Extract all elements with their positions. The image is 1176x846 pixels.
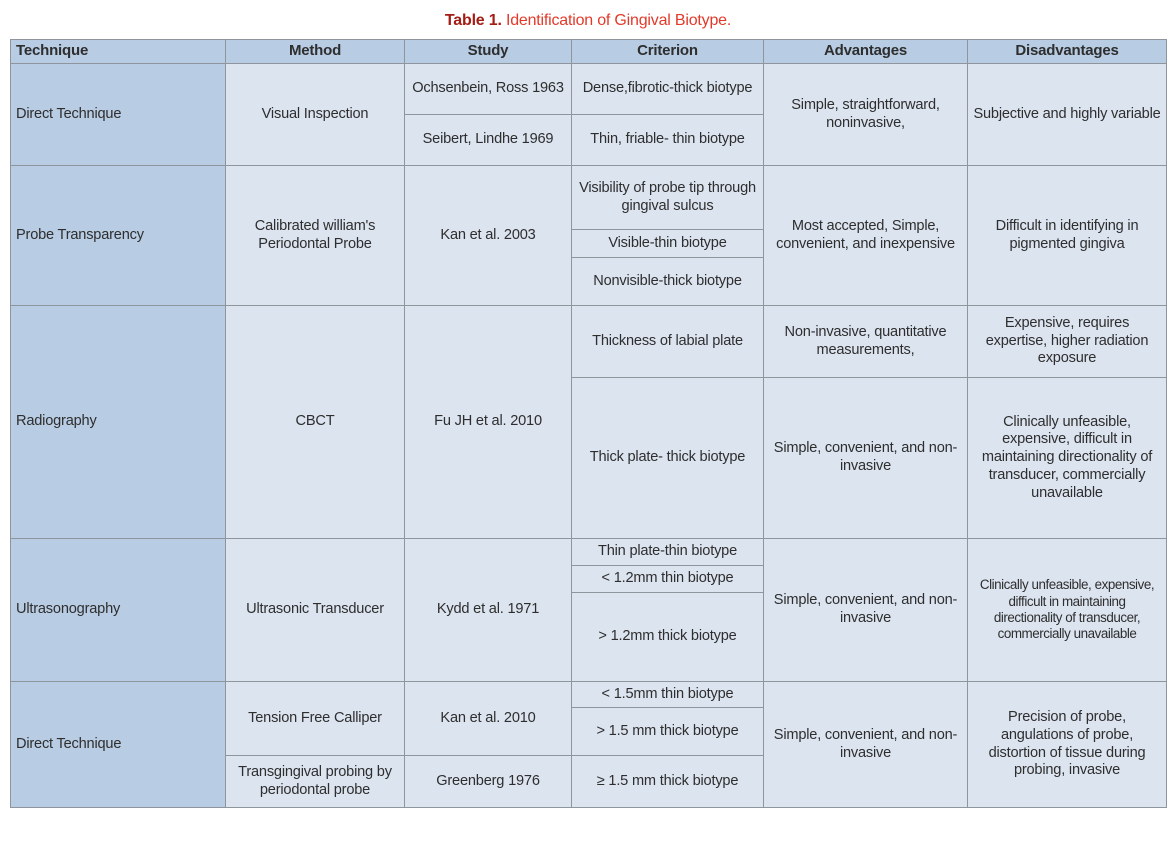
table-row — [11, 64, 1167, 115]
table-row — [11, 682, 1167, 708]
cell-study-kan-2010: Kan et al. 2010 — [405, 682, 572, 756]
cell-method-tension-free-calliper: Tension Free Calliper — [226, 682, 405, 756]
cell-study-ochsenbein: Ochsenbein, Ross 1963 — [405, 64, 572, 115]
cell-study-kydd: Kydd et al. 1971 — [405, 539, 572, 682]
table-caption — [0, 12, 1176, 30]
cell-disadvantages-precision-probe: Precision of probe, angulations of probe, distortion of tissue during probing, invasive — [968, 682, 1167, 808]
cell-criterion-visibility-probe-tip: Visibility of probe tip through gingival sulcus — [572, 166, 764, 230]
gingival-biotype-table — [10, 39, 1167, 808]
table-row — [11, 306, 1167, 378]
column-header-disadvantages: Disadvantages — [968, 40, 1167, 64]
table-caption-text: Identification of Gingival Biotype. — [501, 12, 732, 29]
cell-criterion-dense-fibrotic: Dense,fibrotic-thick biotype — [572, 64, 764, 115]
cell-advantages-simple-convenient-3: Simple, convenient, and non-invasive — [764, 682, 968, 808]
cell-method-transgingival-probing: Transgingival probing by periodontal probe — [226, 756, 405, 808]
cell-method-ultrasonic-transducer: Ultrasonic Transducer — [226, 539, 405, 682]
cell-disadvantages-clinically-unfeasible-2: Clinically unfeasible, expensive, difficult in maintaining directionality of transducer, commercially unavailable — [968, 539, 1167, 682]
cell-disadvantages-pigmented-gingiva: Difficult in identifying in pigmented gingiva — [968, 166, 1167, 306]
cell-study-greenberg: Greenberg 1976 — [405, 756, 572, 808]
column-header-criterion: Criterion — [572, 40, 764, 64]
table-caption-number: Table 1. — [444, 12, 502, 29]
cell-technique-radiography: Radiography — [11, 306, 226, 539]
cell-criterion-thin-friable: Thin, friable- thin biotype — [572, 115, 764, 166]
cell-criterion-thin-plate: Thin plate-thin biotype — [572, 539, 764, 566]
cell-disadvantages-subjective: Subjective and highly variable — [968, 64, 1167, 166]
header-row — [11, 40, 1167, 64]
cell-criterion-thick-plate: Thick plate- thick biotype — [572, 378, 764, 539]
cell-criterion-nonvisible-thick: Nonvisible-thick biotype — [572, 258, 764, 306]
cell-study-seibert: Seibert, Lindhe 1969 — [405, 115, 572, 166]
cell-disadvantages-expensive-expertise: Expensive, requires expertise, higher radiation exposure — [968, 306, 1167, 378]
cell-technique-direct-2: Direct Technique — [11, 682, 226, 808]
cell-method-visual-inspection: Visual Inspection — [226, 64, 405, 166]
cell-method-cbct: CBCT — [226, 306, 405, 539]
cell-advantages-noninvasive-quantitative: Non-invasive, quantitative measurements, — [764, 306, 968, 378]
cell-criterion-lt-1-2mm: < 1.2mm thin biotype — [572, 566, 764, 593]
cell-advantages-simple-straightforward: Simple, straightforward, noninvasive, — [764, 64, 968, 166]
table-row — [11, 166, 1167, 230]
cell-study-fu-jh: Fu JH et al. 2010 — [405, 306, 572, 539]
cell-criterion-visible-thin: Visible-thin biotype — [572, 230, 764, 258]
cell-advantages-simple-convenient-1: Simple, convenient, and non-invasive — [764, 378, 968, 539]
column-header-study: Study — [405, 40, 572, 64]
cell-technique-direct-1: Direct Technique — [11, 64, 226, 166]
cell-criterion-lt-1-5mm: < 1.5mm thin biotype — [572, 682, 764, 708]
cell-disadvantages-clinically-unfeasible-1: Clinically unfeasible, expensive, difficult in maintaining directionality of transducer, commercially unavailable — [968, 378, 1167, 539]
cell-advantages-most-accepted: Most accepted, Simple, convenient, and inexpensive — [764, 166, 968, 306]
cell-technique-ultrasonography: Ultrasonography — [11, 539, 226, 682]
column-header-technique: Technique — [11, 40, 226, 64]
column-header-method: Method — [226, 40, 405, 64]
cell-criterion-ge-1-5mm: ≥ 1.5 mm thick biotype — [572, 756, 764, 808]
cell-criterion-thickness-labial-plate: Thickness of labial plate — [572, 306, 764, 378]
cell-technique-probe-transparency: Probe Transparency — [11, 166, 226, 306]
column-header-advantages: Advantages — [764, 40, 968, 64]
cell-study-kan-2003: Kan et al. 2003 — [405, 166, 572, 306]
cell-criterion-gt-1-2mm: > 1.2mm thick biotype — [572, 593, 764, 682]
table-row — [11, 539, 1167, 566]
cell-advantages-simple-convenient-2: Simple, convenient, and non-invasive — [764, 539, 968, 682]
cell-method-calibrated-probe: Calibrated william's Periodontal Probe — [226, 166, 405, 306]
cell-criterion-gt-1-5mm: > 1.5 mm thick biotype — [572, 708, 764, 756]
